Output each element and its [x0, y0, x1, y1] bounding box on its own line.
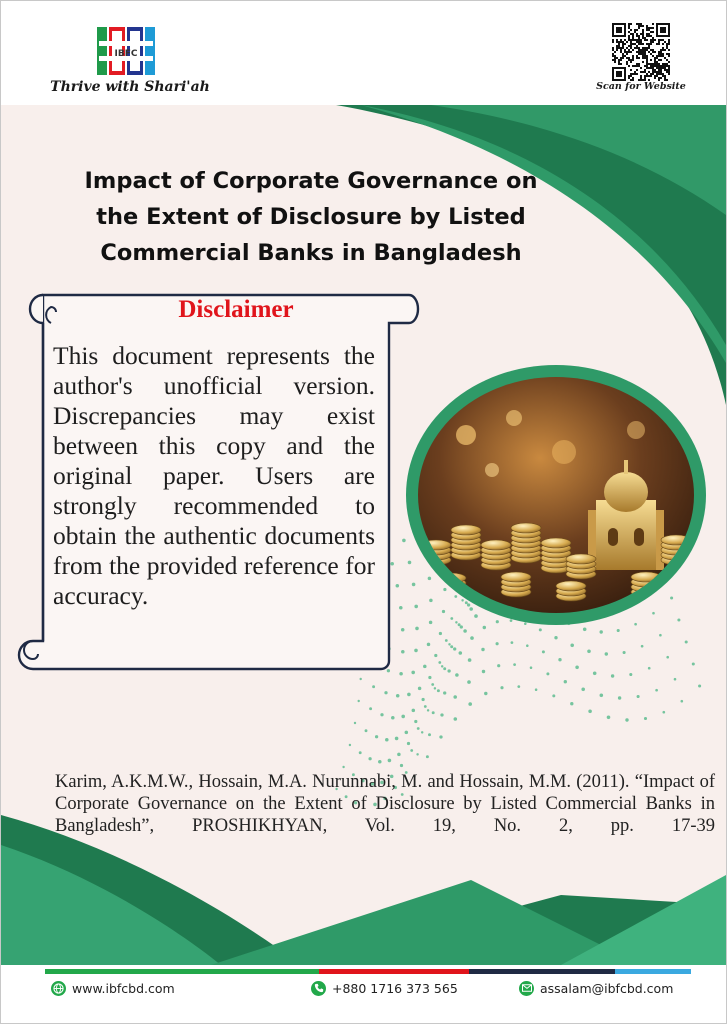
footer-bar-red	[319, 969, 469, 974]
footer-bar-blue	[615, 969, 691, 974]
qr-code-icon[interactable]	[612, 23, 670, 81]
disclaimer-text: This document represents the author's unofficial version. Discrepancies may exist between this copy and the original paper. Users are strongly recommended to obtain the authentic documents from the provided reference for accuracy.	[53, 341, 375, 610]
qr-caption: Scan for Website	[596, 81, 686, 92]
email-link[interactable]	[519, 979, 673, 997]
phone-link[interactable]	[311, 979, 458, 997]
header	[1, 1, 726, 105]
mail-icon	[519, 981, 534, 996]
citation-text: Karim, A.K.M.W., Hossain, M.A. Nurunnabi, M. and Hossain, M.M. (2011). “Impact of Corporate Governance on the Extent of Disclosure by Listed Commercial Banks in Bangladesh”, PROSHIKHYAN, Vol. 19, No. 2, pp. 17-39	[55, 772, 715, 836]
ibfc-logo-icon	[95, 23, 157, 79]
website-link[interactable]	[51, 979, 175, 997]
phone-icon	[311, 981, 326, 996]
footer-bar-green	[45, 969, 319, 974]
logo-letters: IBFC	[114, 49, 138, 59]
document-title: Impact of Corporate Governance on the Extent of Disclosure by Listed Commercial Banks in Bangladesh	[84, 168, 538, 266]
footer-bar-navy	[469, 969, 615, 974]
email-text: assalam@ibfcbd.com	[540, 980, 674, 996]
disclaimer-heading: Disclaimer	[178, 296, 294, 323]
phone-text: +880 1716 373 565	[332, 980, 458, 996]
mosque-coins-image	[396, 360, 716, 640]
website-text: www.ibfcbd.com	[72, 980, 175, 996]
tagline: Thrive with Shari'ah	[50, 79, 210, 95]
globe-icon	[51, 981, 66, 996]
content-area	[1, 105, 726, 965]
footer	[1, 965, 726, 1023]
